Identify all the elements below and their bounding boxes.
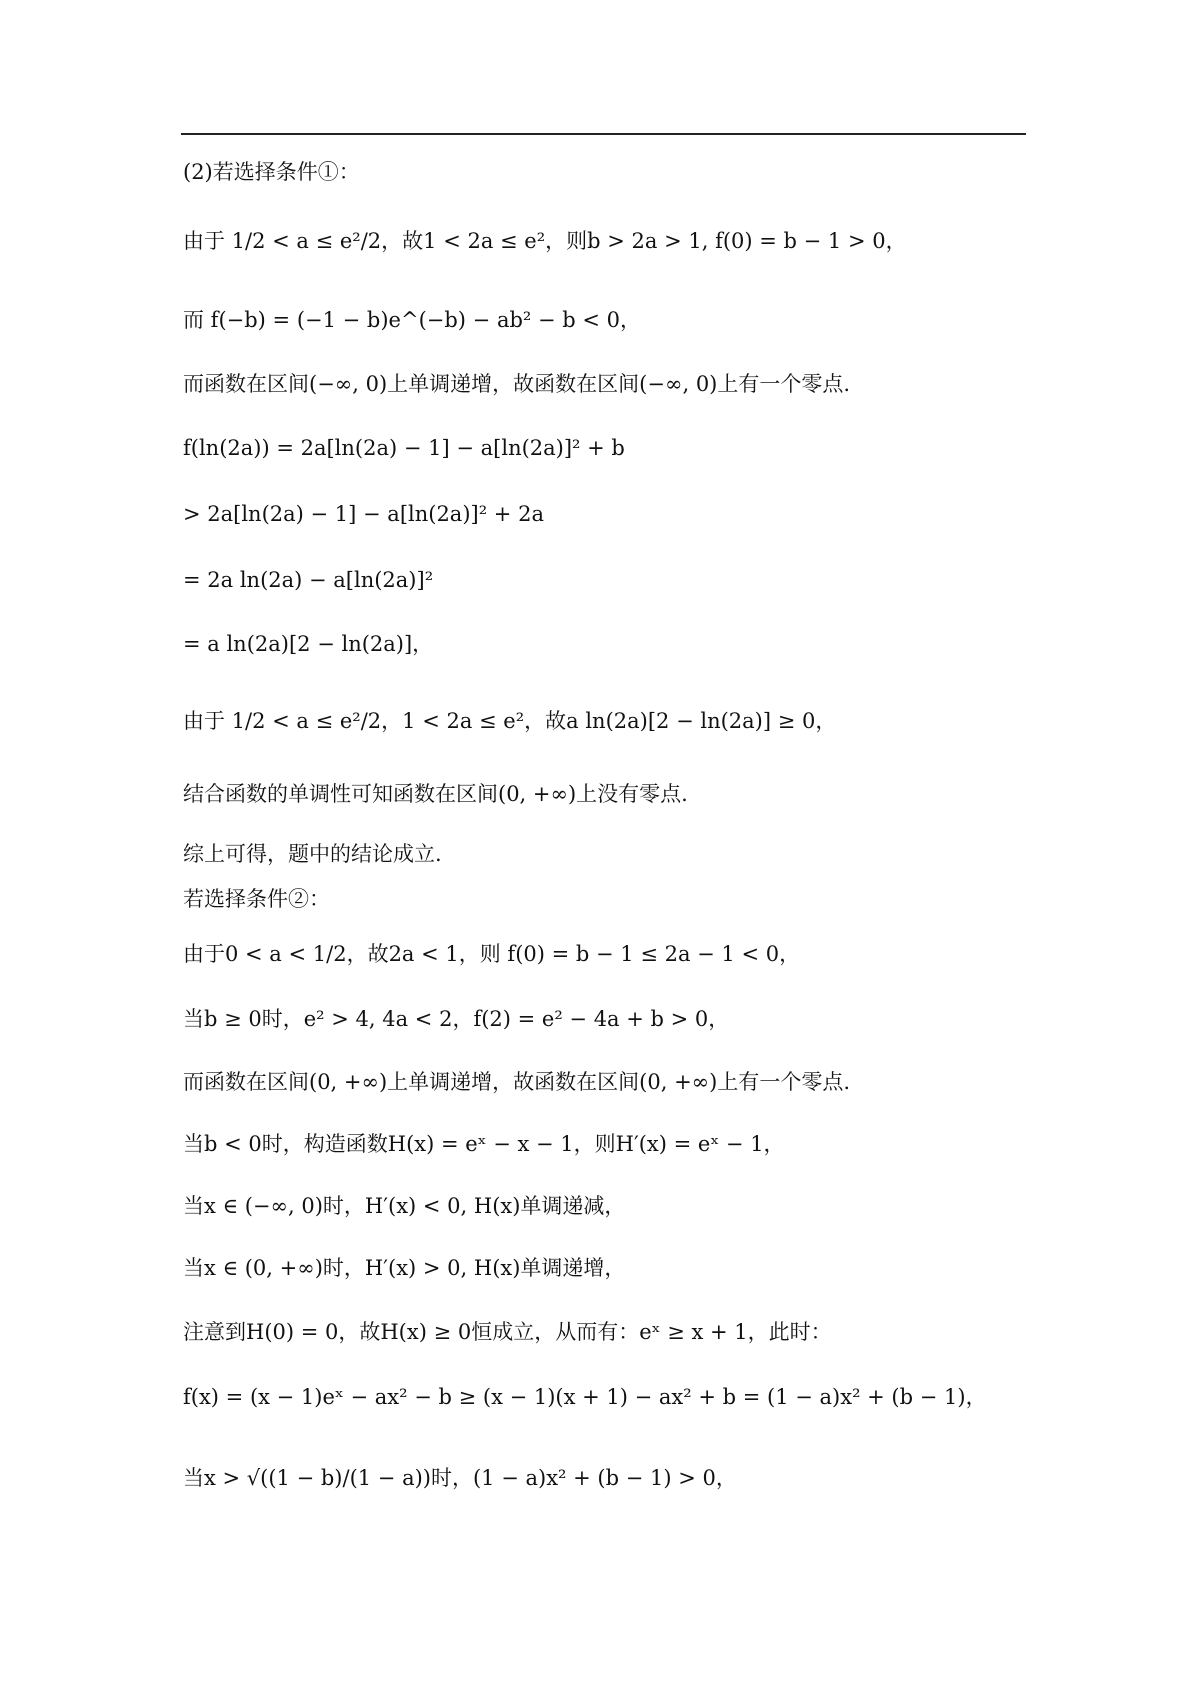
text-line-8: = a ln(2a)[2 − ln(2a)]， — [183, 632, 434, 656]
text-line-11: 综上可得，题中的结论成立. — [183, 842, 442, 866]
text-line-3: 而 f(−b) = (−1 − b)e^(−b) − ab² − b < 0， — [183, 308, 642, 332]
text-line-19: 注意到H(0) = 0，故H(x) ≥ 0恒成立，从而有：eˣ ≥ x + 1，此时： — [183, 1320, 832, 1344]
text-line-10: 结合函数的单调性可知函数在区间(0, +∞)上没有零点. — [183, 782, 688, 806]
text-line-17: 当x ∈ (−∞, 0)时，H′(x) < 0, H(x)单调递减， — [183, 1194, 626, 1218]
text-line-21: 当x > √((1 − b)/(1 − a))时，(1 − a)x² + (b − 1) > 0， — [183, 1466, 737, 1490]
text-line-20: f(x) = (x − 1)eˣ − ax² − b ≥ (x − 1)(x + 1) − ax² + b = (1 − a)x² + (b − 1)， — [183, 1385, 987, 1409]
text-line-18: 当x ∈ (0, +∞)时，H′(x) > 0, H(x)单调递增， — [183, 1256, 626, 1280]
text-line-12: 若选择条件②： — [183, 887, 330, 911]
text-line-7: = 2a ln(2a) − a[ln(2a)]² — [183, 568, 434, 592]
text-line-15: 而函数在区间(0, +∞)上单调递增，故函数在区间(0, +∞)上有一个零点. — [183, 1070, 851, 1094]
header-rule — [181, 133, 1026, 135]
text-line-2: 由于 1/2 < a ≤ e²/2，故1 < 2a ≤ e²，则b > 2a > 1, f(0) = b − 1 > 0， — [183, 229, 907, 253]
text-line-16: 当b < 0时，构造函数H(x) = eˣ − x − 1，则H′(x) = eˣ − 1， — [183, 1132, 785, 1156]
text-line-1: (2)若选择条件①： — [183, 160, 360, 184]
text-line-6: > 2a[ln(2a) − 1] − a[ln(2a)]² + 2a — [183, 502, 544, 526]
text-line-5: f(ln(2a)) = 2a[ln(2a) − 1] − a[ln(2a)]² + b — [183, 436, 625, 460]
text-line-14: 当b ≥ 0时，e² > 4, 4a < 2，f(2) = e² − 4a + b > 0， — [183, 1007, 730, 1031]
text-line-9: 由于 1/2 < a ≤ e²/2，1 < 2a ≤ e²，故a ln(2a)[2 − ln(2a)] ≥ 0， — [183, 709, 837, 733]
text-line-13: 由于0 < a < 1/2，故2a < 1，则 f(0) = b − 1 ≤ 2a − 1 < 0， — [183, 942, 801, 966]
text-line-4: 而函数在区间(−∞, 0)上单调递增，故函数在区间(−∞, 0)上有一个零点. — [183, 372, 851, 396]
